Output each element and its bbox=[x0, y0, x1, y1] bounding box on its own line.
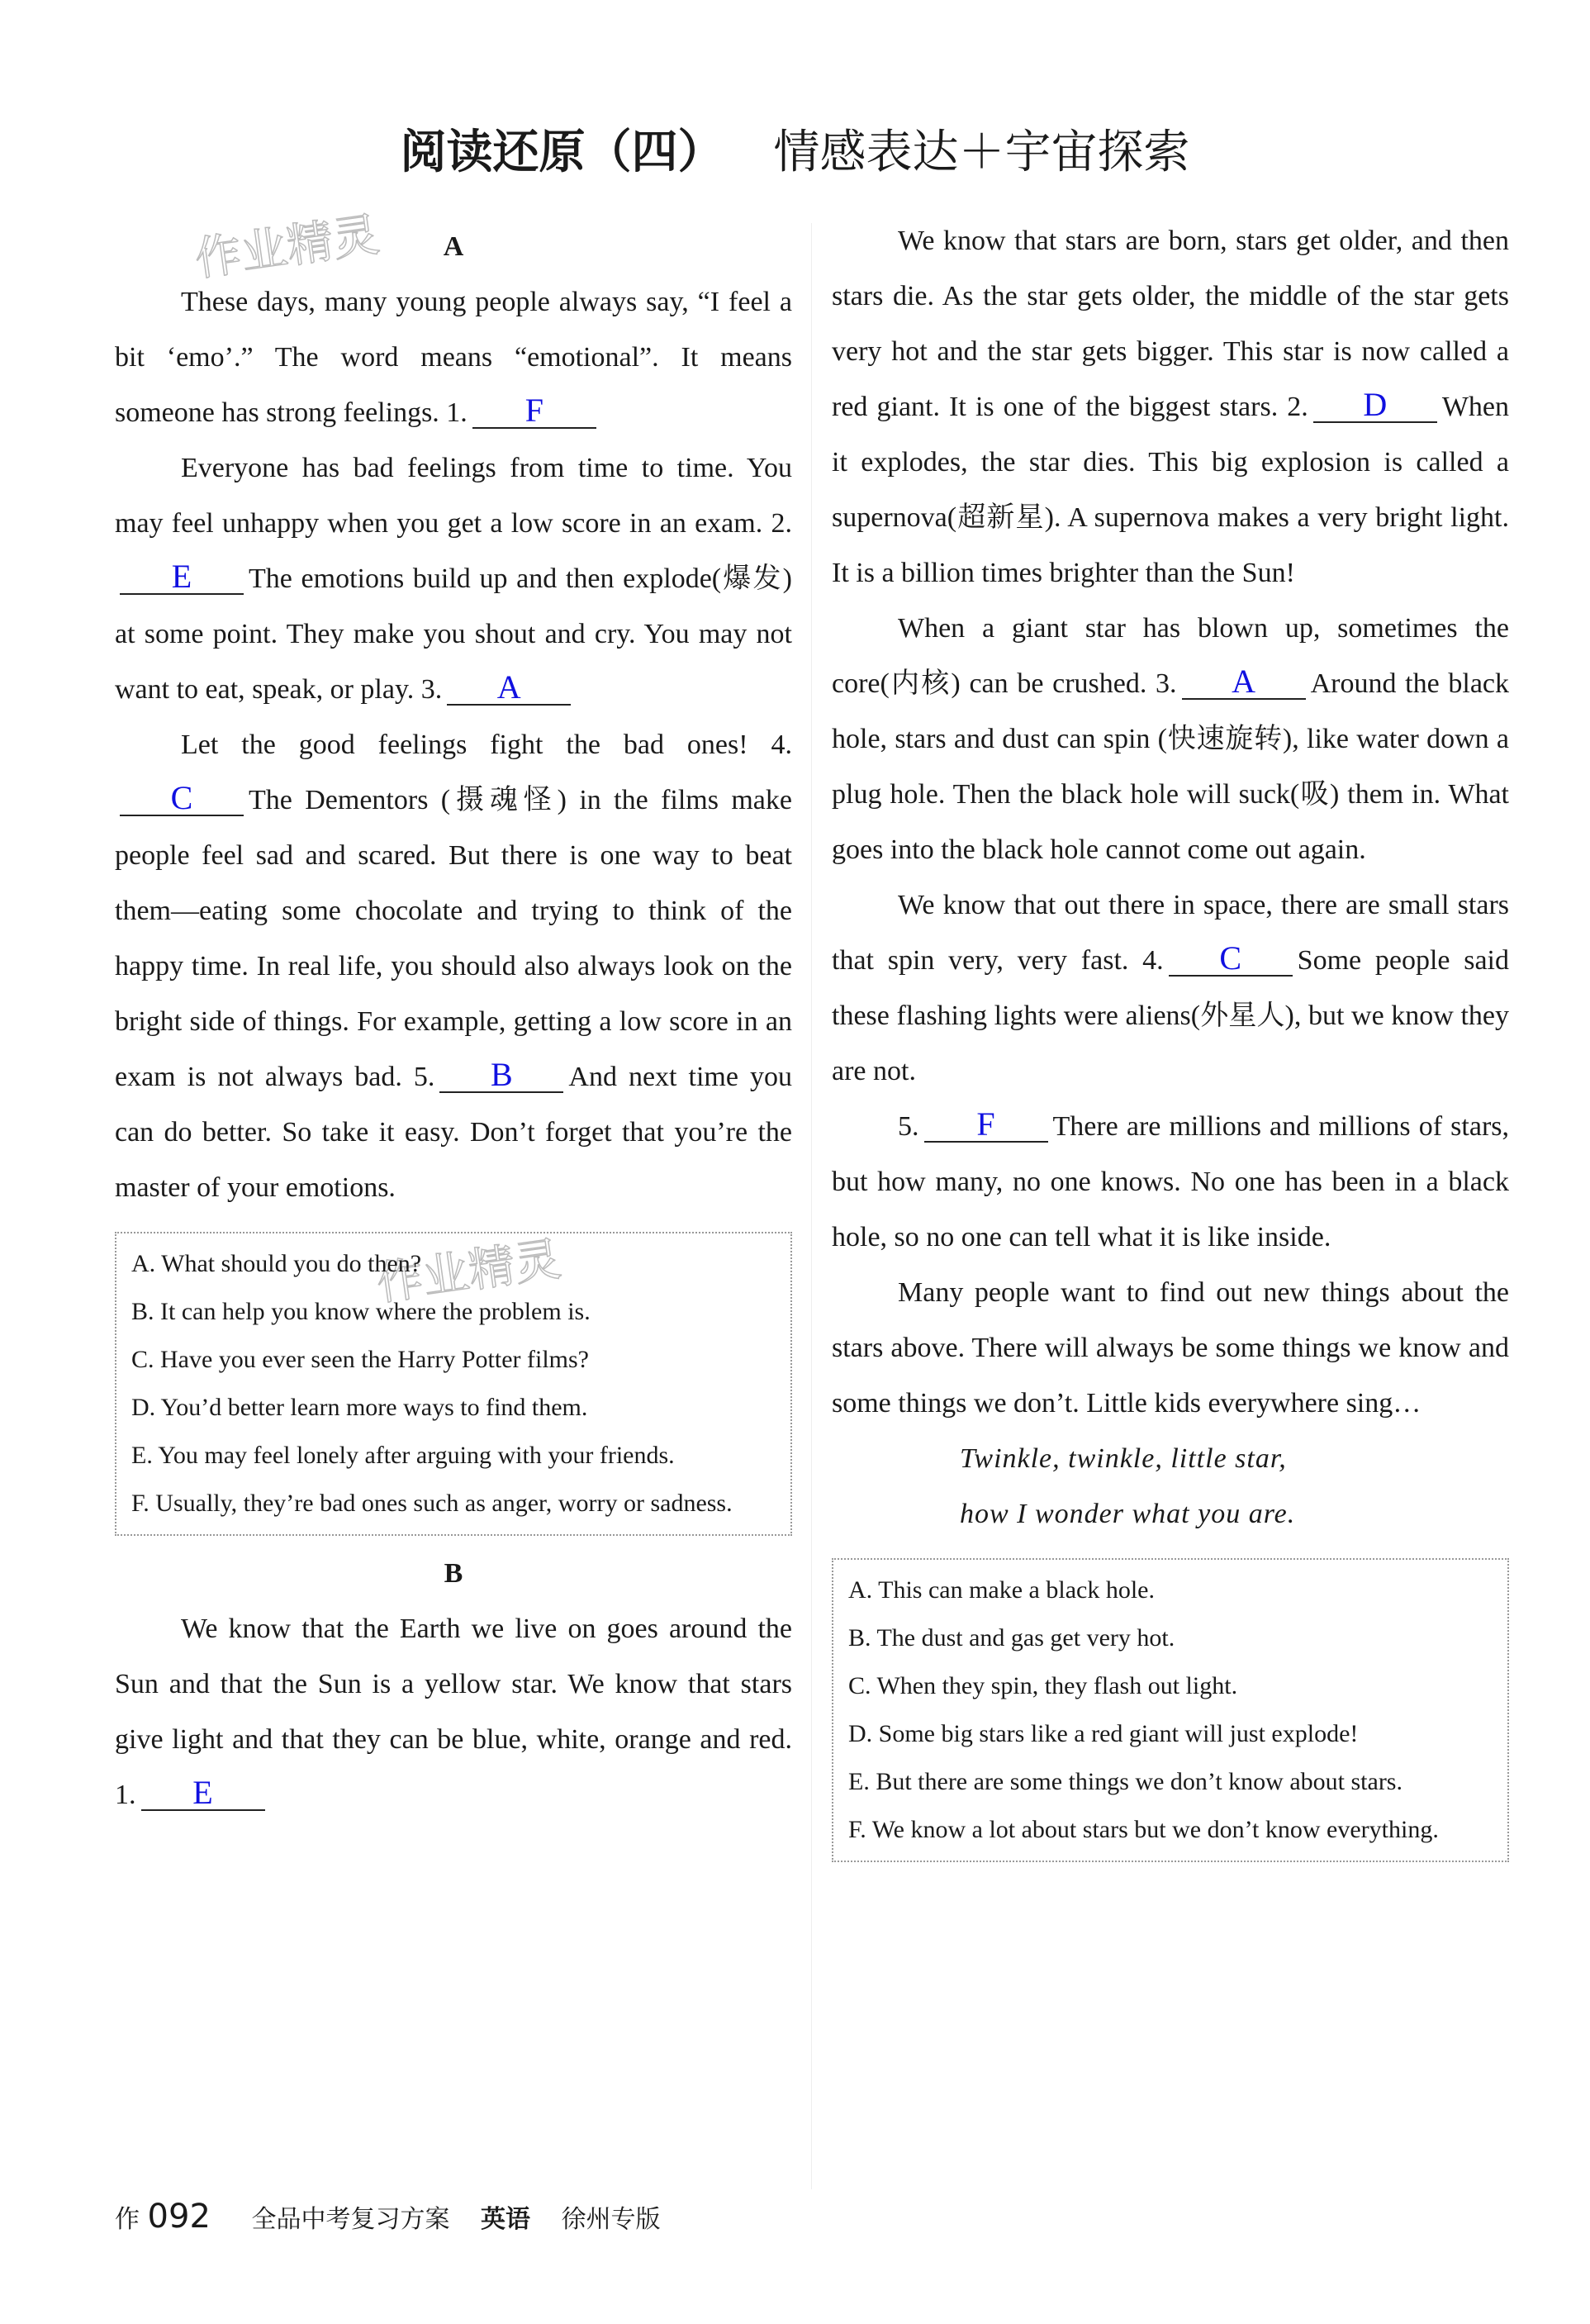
answer-blank[interactable]: E bbox=[120, 560, 244, 595]
page-title bbox=[0, 116, 1590, 182]
paragraph-text: Some people said these flashing lights were aliens(外星人), but we know they are not. bbox=[832, 945, 1510, 1086]
paragraph-text: We know that stars are born, stars get older, and then stars die. As the star gets older, the middle of the star gets very hot and the star gets bigger. This star is now called a red giant. It is one of the biggest stars. 2. bbox=[832, 226, 1509, 422]
paragraph-text: 5. bbox=[898, 1111, 919, 1142]
section-a-heading: A bbox=[443, 231, 464, 262]
title-sub: 情感表达＋宇宙探索 bbox=[773, 126, 1190, 179]
answer-blank[interactable]: F bbox=[924, 1108, 1048, 1143]
paragraph bbox=[115, 274, 792, 440]
answer-blank[interactable]: A bbox=[447, 671, 571, 706]
poem-line: Twinkle, twinkle, little star, bbox=[960, 1443, 1287, 1474]
option-item: F. We know a lot about stars but we don’t know everything. bbox=[848, 1816, 1439, 1843]
option-item: C. When they spin, they flash out light. bbox=[848, 1672, 1238, 1699]
paragraph-text: And next time you can do better. So take it easy. Don’t forget that you’re the master of your emotions. bbox=[115, 1062, 792, 1203]
option-item: B. The dust and gas get very hot. bbox=[848, 1624, 1175, 1652]
options-box-a bbox=[115, 1232, 792, 1536]
option-item: D. You’d better learn more ways to find them. bbox=[131, 1394, 588, 1421]
paragraph bbox=[832, 1265, 1509, 1431]
subject: 英语 bbox=[481, 2205, 530, 2234]
answer-blank[interactable]: B bbox=[439, 1058, 563, 1093]
option-item: A. This can make a black hole. bbox=[848, 1576, 1155, 1604]
answer-blank[interactable]: F bbox=[472, 394, 596, 429]
paragraph-text: Many people want to find out new things about the stars above. There will always be some things we know and some things we don’t. Little kids everywhere sing… bbox=[832, 1277, 1509, 1419]
paragraph-text: When a giant star has blown up, sometimes the core(内核) can be crushed. 3. bbox=[832, 613, 1509, 699]
section-b-heading: B bbox=[444, 1558, 463, 1589]
option-item: F. Usually, they’re bad ones such as anger, worry or sadness. bbox=[131, 1490, 733, 1517]
watermark: 作业精灵 bbox=[373, 1232, 565, 1312]
edition: 徐州专版 bbox=[561, 2205, 661, 2234]
column-divider bbox=[811, 223, 812, 2189]
paragraph-text: Let the good feelings fight the bad ones! 4. bbox=[181, 730, 792, 760]
passage-b-continued bbox=[832, 213, 1509, 1431]
options-box-b bbox=[832, 1558, 1509, 1862]
answer-blank[interactable]: E bbox=[141, 1776, 265, 1811]
paragraph bbox=[115, 717, 792, 1215]
passage-b-start bbox=[115, 1601, 792, 1823]
answer-blank[interactable]: C bbox=[1169, 942, 1293, 977]
paragraph-text: Around the black hole, stars and dust can spin (快速旋转), like water down a plug hole. Then the black hole will suck(吸) them in. What goes into the black hole cannot come out again. bbox=[832, 668, 1510, 865]
answer-blank[interactable]: A bbox=[1182, 665, 1306, 700]
option-item: A. What should you do then? bbox=[131, 1250, 422, 1277]
answer-blank[interactable]: C bbox=[120, 782, 244, 816]
paragraph-text: We know that out there in space, there are small stars that spin very, very fast. 4. bbox=[832, 890, 1509, 976]
right-column bbox=[832, 213, 1509, 1862]
paragraph-text: Everyone has bad feelings from time to time. You may feel unhappy when you get a low score in an exam. 2. bbox=[115, 453, 792, 539]
page-footer bbox=[115, 2198, 661, 2236]
paragraph bbox=[832, 1099, 1509, 1265]
answer-blank[interactable]: D bbox=[1313, 388, 1437, 423]
option-item: E. But there are some things we don’t know about stars. bbox=[848, 1768, 1403, 1795]
paragraph bbox=[115, 1601, 792, 1823]
passage-a bbox=[115, 274, 792, 1215]
option-item: D. Some big stars like a red giant will just explode! bbox=[848, 1720, 1359, 1747]
paragraph bbox=[832, 877, 1509, 1099]
paragraph-text: The Dementors (摄魂怪) in the films make people feel sad and scared. But there is one way to beat them—eating some chocolate and trying to think of the happy time. In real life, you should also always look on the bright side of things. For example, getting a low score in an exam is not always bad. 5. bbox=[115, 785, 792, 1092]
page-number: 092 bbox=[147, 2198, 211, 2236]
paragraph-text: We know that the Earth we live on goes around the Sun and that the Sun is a yellow star. We know that stars give light and that they can be blue, white, orange and red. 1. bbox=[115, 1613, 792, 1810]
paragraph-text: These days, many young people always say, “I feel a bit ‘emo’.” The word means “emotional”. It means someone has strong feelings. 1. bbox=[115, 287, 792, 428]
paragraph bbox=[832, 213, 1509, 601]
option-item: B. It can help you know where the problem is. bbox=[131, 1298, 591, 1325]
poem-line: how I wonder what you are. bbox=[960, 1499, 1296, 1529]
paragraph bbox=[832, 601, 1509, 877]
paragraph-text: When it explodes, the star dies. This big explosion is called a supernova(超新星). A supernova makes a very bright light. It is a billion times brighter than the Sun! bbox=[832, 392, 1509, 588]
title-main: 阅读还原（四） bbox=[400, 126, 724, 179]
footer-prefix: 作 bbox=[115, 2205, 140, 2234]
paragraph-text: There are millions and millions of stars, but how many, no one knows. No one has been in a black hole, so no one can tell what it is like inside. bbox=[832, 1111, 1509, 1252]
option-item: E. You may feel lonely after arguing with your friends. bbox=[131, 1442, 675, 1469]
left-column bbox=[115, 219, 792, 1823]
paragraph-text: The emotions build up and then explode(爆发) at some point. They make you shout and cry. You may not want to eat, speak, or play. 3. bbox=[115, 563, 792, 705]
option-item: C. Have you ever seen the Harry Potter films? bbox=[131, 1346, 589, 1373]
book-title: 全品中考复习方案 bbox=[251, 2205, 450, 2234]
watermark: 作业精灵 bbox=[192, 207, 383, 288]
paragraph bbox=[115, 440, 792, 717]
